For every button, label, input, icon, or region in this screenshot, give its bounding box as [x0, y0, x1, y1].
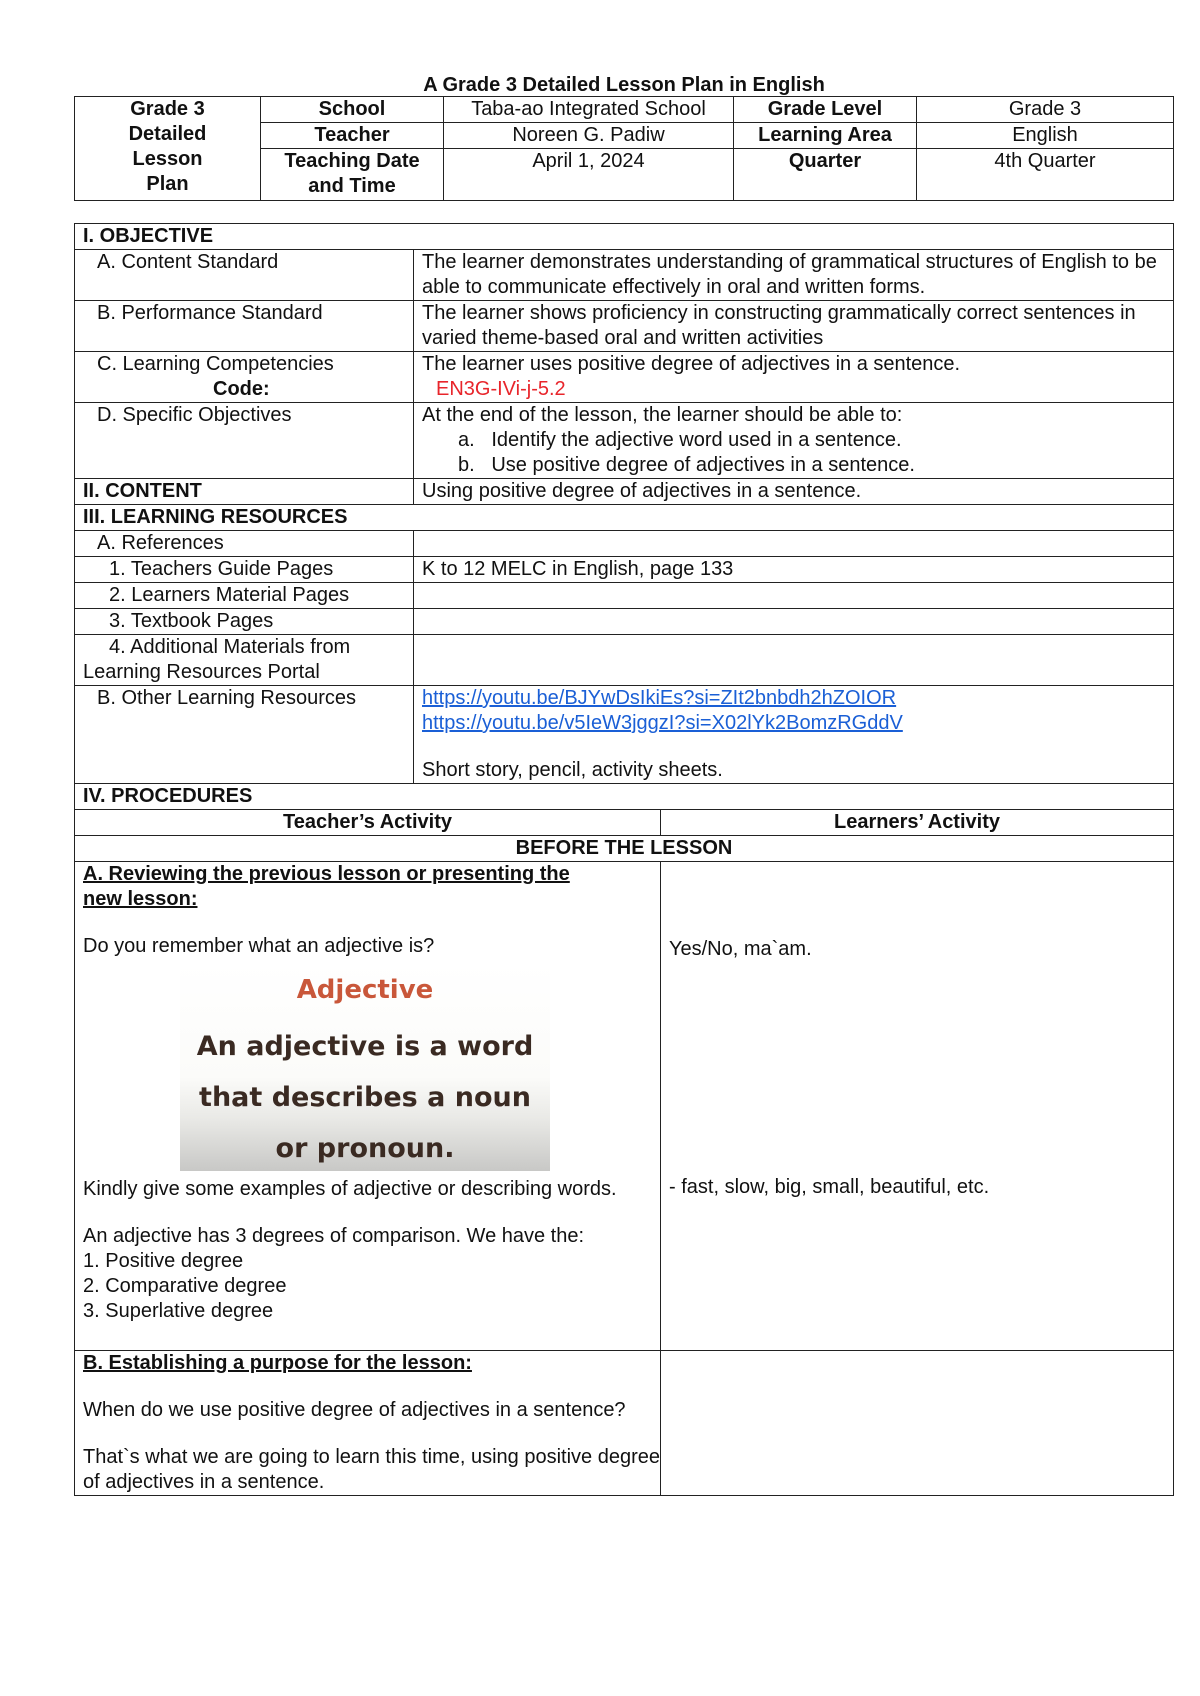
- content-heading: II. CONTENT: [75, 479, 414, 505]
- degrees-intro: An adjective has 3 degrees of comparison. We have the:: [83, 1225, 585, 1247]
- code-label: Code:: [213, 378, 270, 400]
- lesson-plan-page: [74, 74, 1174, 1496]
- header-table: [74, 96, 1174, 201]
- competencies-value: The learner uses positive degree of adjectives in a sentence. EN3G-IVi-j-5.2: [414, 352, 1174, 403]
- learning-area-label: Learning Area: [734, 123, 917, 149]
- purpose-text: That`s what we are going to learn this time, using positive degree of adjectives in a sentence.: [83, 1446, 660, 1493]
- quarter-label: Quarter: [734, 149, 917, 201]
- materials-text: Short story, pencil, activity sheets.: [422, 759, 723, 781]
- grade-level-label: Grade Level: [734, 97, 917, 123]
- purpose-learner-cell: [661, 1351, 1174, 1496]
- school-label: School: [261, 97, 444, 123]
- grade-level-value: Grade 3: [917, 97, 1174, 123]
- lm-pages-label: 2. Learners Material Pages: [75, 583, 414, 609]
- specific-objectives-label: D. Specific Objectives: [75, 403, 414, 479]
- youtube-link-1[interactable]: https://youtu.be/BJYwDsIkiEs?si=ZIt2bnbdh2hZOIOR: [422, 687, 897, 709]
- review-teacher-cell: A. Reviewing the previous lesson or presenting the new lesson: Do you remember what an adjective is? Adjective An adjective is a word that describes a noun or pronoun. Kindly give some examples of adjective or describing words. An adjective has 3 degrees of comparison. We have the: 1. Positive degree 2. Comparative degree 3. Superlative degree: [75, 862, 661, 1351]
- teacher-activity-header: Teacher’s Activity: [75, 810, 661, 836]
- tg-pages-value: K to 12 MELC in English, page 133: [414, 557, 1174, 583]
- plan-label-cell: Grade 3 Detailed Lesson Plan: [75, 97, 261, 201]
- before-lesson-heading: BEFORE THE LESSON: [75, 836, 1174, 862]
- school-value: Taba-ao Integrated School: [444, 97, 734, 123]
- competencies-label: C. Learning Competencies Code:: [75, 352, 414, 403]
- quarter-value: 4th Quarter: [917, 149, 1174, 201]
- learner-answer-1: Yes/No, ma`am.: [669, 938, 812, 960]
- references-label: A. References: [75, 531, 414, 557]
- youtube-link-2[interactable]: https://youtu.be/v5IeW3jggzI?si=X02lYk2BomzRGddV: [422, 712, 903, 734]
- degree-item: 2. Comparative degree: [83, 1275, 287, 1297]
- tg-pages-label: 1. Teachers Guide Pages: [75, 557, 414, 583]
- learner-activity-header: Learners’ Activity: [661, 810, 1174, 836]
- purpose-question: When do we use positive degree of adjectives in a sentence?: [83, 1399, 626, 1421]
- content-standard-label: A. Content Standard: [75, 250, 414, 301]
- purpose-heading: B. Establishing a purpose for the lesson:: [83, 1352, 472, 1374]
- additional-materials-value: [414, 635, 1174, 686]
- learner-answer-2: - fast, slow, big, small, beautiful, etc.: [669, 1176, 990, 1198]
- examples-question: Kindly give some examples of adjective or describing words.: [83, 1178, 617, 1200]
- teacher-label: Teacher: [261, 123, 444, 149]
- specific-objective-item: a. Identify the adjective word used in a sentence.: [458, 429, 902, 451]
- content-standard-value: The learner demonstrates understanding of grammatical structures of English to be able to communicate effectively in oral and written forms.: [414, 250, 1174, 301]
- specific-objective-item: b. Use positive degree of adjectives in a sentence.: [458, 454, 915, 476]
- objective-heading: I. OBJECTIVE: [75, 224, 1174, 250]
- lm-pages-value: [414, 583, 1174, 609]
- references-value: [414, 531, 1174, 557]
- degree-item: 1. Positive degree: [83, 1250, 244, 1272]
- other-resources-label: B. Other Learning Resources: [75, 686, 414, 784]
- adjective-definition-image: Adjective An adjective is a word that describes a noun or pronoun.: [180, 963, 550, 1171]
- content-value: Using positive degree of adjectives in a sentence.: [414, 479, 1174, 505]
- teaching-date-label: Teaching Date and Time: [261, 149, 444, 201]
- resources-heading: III. LEARNING RESOURCES: [75, 505, 1174, 531]
- textbook-pages-label: 3. Textbook Pages: [75, 609, 414, 635]
- procedures-heading: IV. PROCEDURES: [75, 784, 1174, 810]
- performance-standard-label: B. Performance Standard: [75, 301, 414, 352]
- teaching-date-value: April 1, 2024: [444, 149, 734, 201]
- review-question: Do you remember what an adjective is?: [83, 935, 435, 957]
- teacher-value: Noreen G. Padiw: [444, 123, 734, 149]
- review-learner-cell: [661, 862, 1174, 1351]
- competency-code: EN3G-IVi-j-5.2: [436, 378, 566, 400]
- additional-materials-label: 4. Additional Materials from Learning Resources Portal: [75, 635, 414, 686]
- specific-objectives-value: At the end of the lesson, the learner should be able to: a. Identify the adjective word used in a sentence. b. Use positive degree of adjectives in a sentence.: [414, 403, 1174, 479]
- review-heading: A. Reviewing the previous lesson or presenting the: [83, 863, 570, 885]
- learning-area-value: English: [917, 123, 1174, 149]
- performance-standard-value: The learner shows proficiency in constructing grammatically correct sentences in varied theme-based oral and written activities: [414, 301, 1174, 352]
- lesson-body-table: [74, 223, 1174, 1496]
- other-resources-value: [414, 686, 1174, 784]
- textbook-pages-value: [414, 609, 1174, 635]
- document-title: A Grade 3 Detailed Lesson Plan in English: [423, 74, 825, 96]
- purpose-teacher-cell: [75, 1351, 661, 1496]
- degree-item: 3. Superlative degree: [83, 1300, 274, 1322]
